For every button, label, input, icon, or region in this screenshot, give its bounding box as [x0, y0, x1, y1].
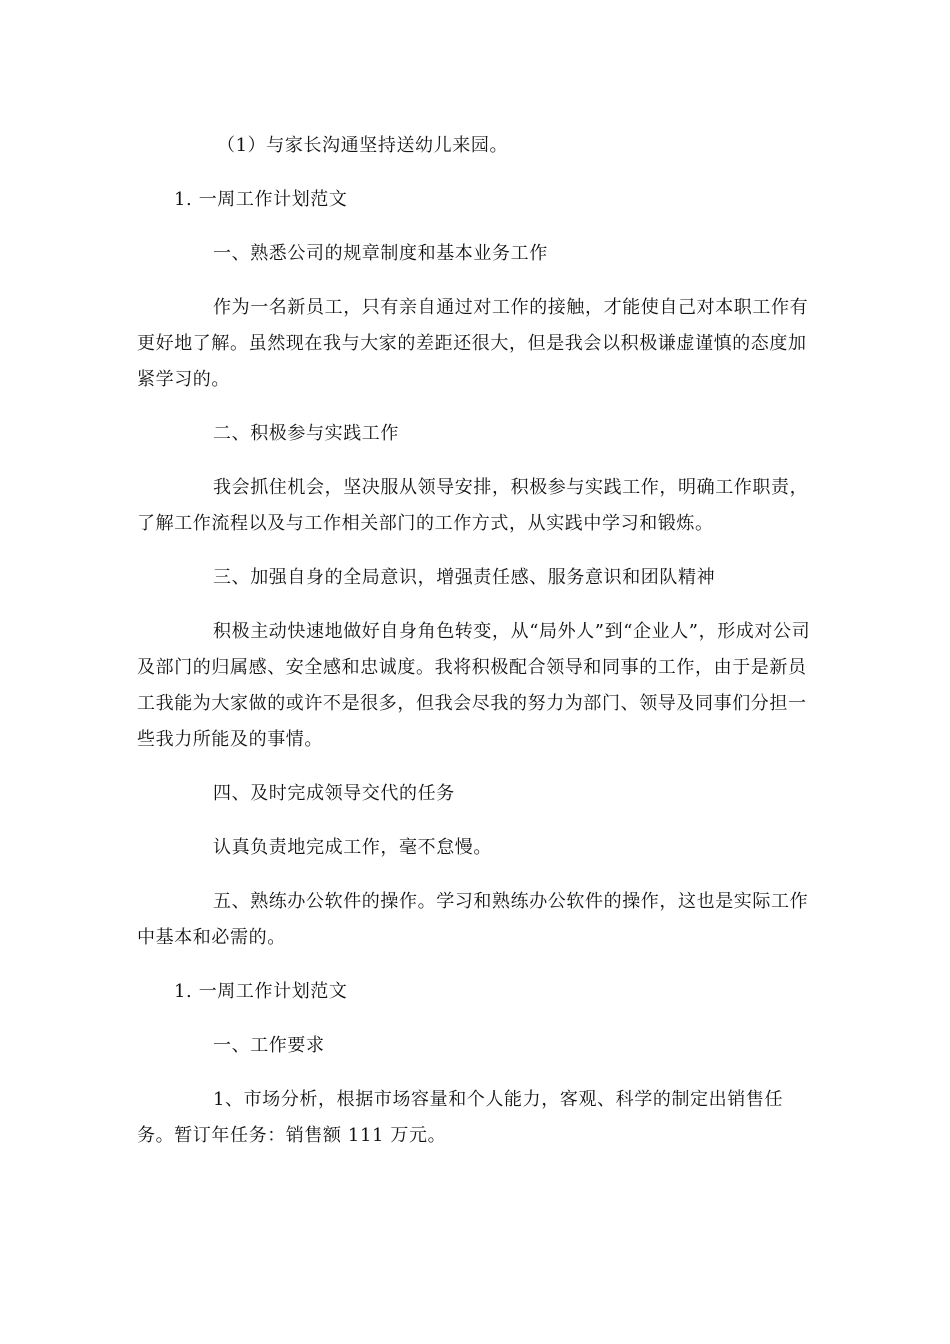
heading-familiarize-rules: 一、熟悉公司的规章制度和基本业务工作	[213, 243, 548, 264]
section-title-weekly-plan-2: 1. 一周工作计划范文	[174, 981, 348, 1002]
paragraph-market-analysis: 1、市场分析，根据市场容量和个人能力，客观、科学的制定出销售任务。暂订年任务：销售额 111 万元。	[137, 1089, 784, 1146]
heading-practice-work: 二、积极参与实践工作	[213, 423, 399, 444]
section-title-weekly-plan: 1. 一周工作计划范文	[174, 189, 348, 210]
paragraph-seize-opportunity: 我会抓住机会，坚决服从领导安排，积极参与实践工作，明确工作职责，了解工作流程以及与工作相关部门的工作方式，从实践中学习和锻炼。	[137, 477, 809, 534]
paragraph-role-transition: 积极主动快速地做好自身角色转变，从“局外人”到“企业人”，形成对公司及部门的归属感、安全感和忠诚度。我将积极配合领导和同事的工作，由于是新员工我能为大家做的或许不是很多，但我会尽我的努力为部门、领导及同事们分担一些我力所能及的事情。	[137, 621, 811, 750]
paragraph-parent-communication: （1）与家长沟通坚持送幼儿来园。	[217, 135, 509, 156]
document-body	[137, 128, 817, 1172]
paragraph-responsible-work: 认真负责地完成工作，毫不怠慢。	[213, 837, 492, 858]
heading-work-requirements: 一、工作要求	[213, 1035, 325, 1056]
heading-global-awareness: 三、加强自身的全局意识，增强责任感、服务意识和团队精神	[213, 567, 716, 588]
paragraph-new-employee: 作为一名新员工，只有亲自通过对工作的接触，才能使自己对本职工作有更好地了解。虽然现在我与大家的差距还很大，但是我会以积极谦虚谨慎的态度加紧学习的。	[137, 297, 809, 390]
paragraph-office-software: 五、熟练办公软件的操作。学习和熟练办公软件的操作，这也是实际工作中基本和必需的。	[137, 891, 809, 948]
heading-complete-tasks: 四、及时完成领导交代的任务	[213, 783, 455, 804]
